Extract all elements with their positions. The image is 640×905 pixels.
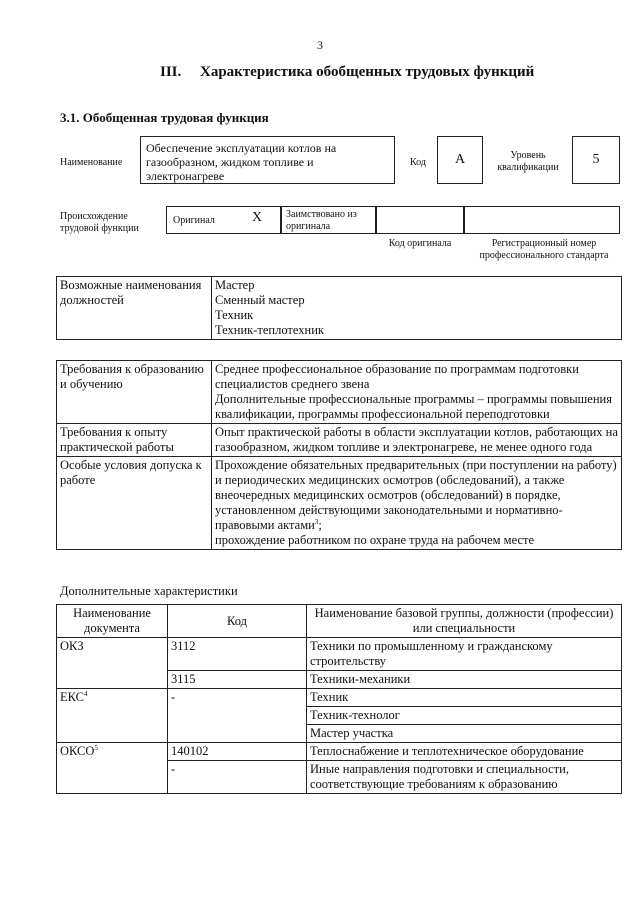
footnote-ref: 4 <box>84 689 88 698</box>
header-name: Наименование базовой группы, должности (профессии) или специальности <box>307 605 622 638</box>
origin-borrowed-label: Заимствовано из оригинала <box>286 209 357 232</box>
requirement-row <box>57 361 622 424</box>
table-row <box>57 638 622 671</box>
gtf-code-label: Код <box>410 157 426 168</box>
gtf-code-box <box>437 136 483 184</box>
code-cell: 3115 <box>168 671 307 689</box>
footnote-ref: 5 <box>94 743 98 752</box>
name-cell: Техники по промышленному и гражданскому строительству <box>307 638 622 671</box>
requirement-value: Опыт практической работы в области эксплуатации котлов, работающих на газообразном, жидком топливе и электронагреве, не менее одного года <box>212 424 622 457</box>
code-cell: 3112 <box>168 638 307 671</box>
origin-regnum-box <box>464 206 620 234</box>
requirement-label: Особые условия допуска к работе <box>57 457 212 550</box>
position-item: Мастер <box>215 278 255 292</box>
doc-name: ОКЗ <box>60 639 84 653</box>
code-cell: - <box>168 689 307 743</box>
gtf-code-value: А <box>454 152 466 167</box>
requirement-value: Среднее профессиональное образование по программам подготовки специалистов среднего звена Дополнительные профессиональные программы – программы повышения квалификации, программы профессиональной переподготовки <box>212 361 622 424</box>
positions-table <box>56 276 622 340</box>
origin-borrowed-box <box>281 206 376 234</box>
table-row <box>57 743 622 761</box>
name-cell: Техник-технолог <box>307 707 622 725</box>
origin-regnum-caption: Регистрационный номер профессионального стандарта <box>479 238 609 261</box>
name-cell: Техники-механики <box>307 671 622 689</box>
page-number: 3 <box>317 38 323 52</box>
origin-code-caption: Код оригинала <box>388 238 452 249</box>
requirement-row <box>57 424 622 457</box>
origin-code-box <box>376 206 464 234</box>
gtf-name-box <box>140 136 395 184</box>
requirement-label: Требования к опыту практической работы <box>57 424 212 457</box>
header-code: Код <box>168 605 307 638</box>
code-cell: - <box>168 761 307 794</box>
positions-label: Возможные наименования должностей <box>57 277 212 340</box>
name-cell: Техник <box>307 689 622 707</box>
position-item: Техник <box>215 308 254 322</box>
doc-cell <box>57 638 168 689</box>
requirements-table <box>56 360 622 550</box>
header-document: Наименование документа <box>57 605 168 638</box>
additional-title: Дополнительные характеристики <box>60 584 238 598</box>
subsection-heading: 3.1. Обобщенная трудовая функция <box>60 110 269 125</box>
origin-original-box <box>166 206 281 234</box>
name-cell: Теплоснабжение и теплотехническое оборудование <box>307 743 622 761</box>
gtf-level-box <box>572 136 620 184</box>
gtf-name-value: Обеспечение эксплуатации котлов на газообразном, жидком топливе и электронагреве <box>146 141 337 183</box>
position-item: Сменный мастер <box>215 293 305 307</box>
additional-header-row <box>57 605 622 638</box>
table-row <box>57 689 622 707</box>
additional-table <box>56 604 622 794</box>
gtf-level-value: 5 <box>592 152 600 167</box>
requirement-row <box>57 457 622 550</box>
requirement-label: Требования к образованию и обучению <box>57 361 212 424</box>
doc-cell <box>57 689 168 743</box>
name-cell: Иные направления подготовки и специальности, соответствующие требованиям к образованию <box>307 761 622 794</box>
doc-cell <box>57 743 168 794</box>
name-cell: Мастер участка <box>307 725 622 743</box>
section-title: Характеристика обобщенных трудовых функций <box>200 64 535 80</box>
positions-list <box>212 277 622 340</box>
gtf-name-label: Наименование <box>60 157 123 168</box>
origin-original-label: Оригинал <box>173 215 215 226</box>
origin-label: Происхождение трудовой функции <box>60 211 139 234</box>
footnote-ref: 3 <box>314 517 319 526</box>
requirement-value-text: ; прохождение работником по охране труда на рабочем месте <box>215 518 535 547</box>
position-item: Техник-теплотехник <box>215 323 324 337</box>
gtf-level-label: Уровень квалификации <box>497 150 559 173</box>
section-number: III. <box>160 64 182 80</box>
code-cell: 140102 <box>168 743 307 761</box>
origin-original-mark: Х <box>252 210 263 225</box>
requirement-value-text: Прохождение обязательных предварительных (при поступлении на работу) и периодических медицинских осмотров (обследований), а также внеочередных медицинских осмотров (обследований) в порядке, установленном действующими законодательными и нормативно-правовыми актами <box>215 458 617 532</box>
section-heading <box>160 64 534 81</box>
doc-name: ЕКС <box>60 690 84 704</box>
requirement-value <box>212 457 622 550</box>
doc-name: ОКСО <box>60 744 95 758</box>
